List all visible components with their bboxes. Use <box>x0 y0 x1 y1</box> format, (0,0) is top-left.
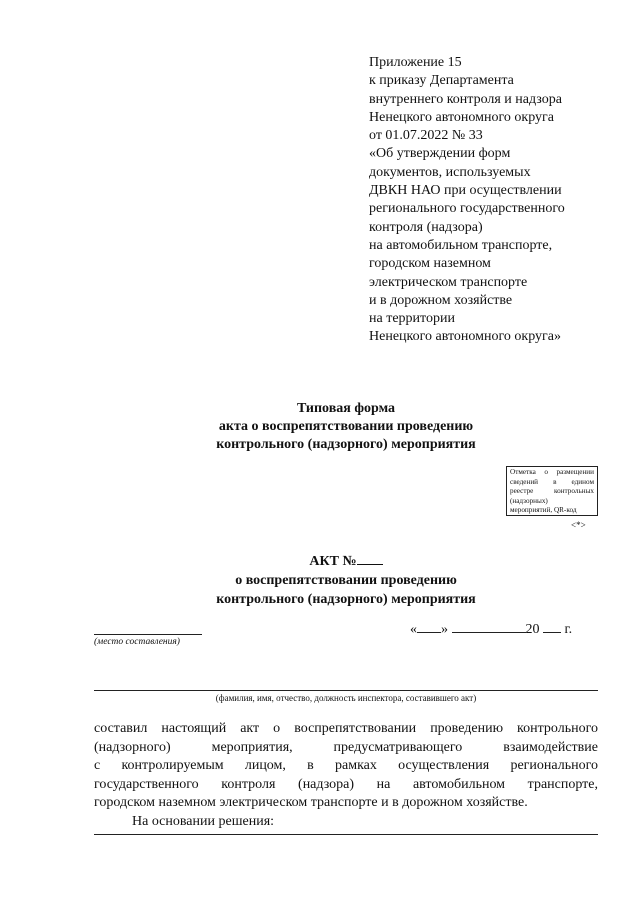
date-field <box>410 620 572 638</box>
appendix-line: электрическом транспорте <box>369 274 528 290</box>
form-title <box>90 400 602 454</box>
act-number-heading <box>90 551 602 571</box>
stamp-line: мероприятий, QR-код <box>510 506 577 515</box>
inspector-field[interactable] <box>94 690 598 691</box>
stamp-line: (надзорных) <box>510 496 548 505</box>
appendix-line: городском наземном <box>369 256 491 272</box>
act-body <box>94 720 598 831</box>
form-title-line: акта о воспрепятствовании проведению <box>218 419 474 434</box>
form-title-line: Типовая форма <box>296 401 396 416</box>
body-line: с контролируемым лицом, в рамках осуществления регионального <box>94 758 598 773</box>
basis-line: На основании решения: <box>132 813 275 829</box>
act-title-line: контрольного (надзорного) мероприятия <box>216 592 476 607</box>
appendix-line: «Об утверждении форм <box>369 146 511 162</box>
stamp-line: реестре контрольных <box>510 487 594 496</box>
appendix-line: ДВКН НАО при осуществлении <box>369 183 562 199</box>
place-field[interactable] <box>94 634 202 635</box>
act-title <box>90 551 602 609</box>
act-number-label: АКТ № <box>309 554 357 569</box>
year-blank[interactable] <box>543 620 561 633</box>
place-caption: (место составления) <box>94 637 180 647</box>
appendix-line: регионального государственного <box>369 201 565 217</box>
appendix-line: на территории <box>369 311 455 327</box>
appendix-header <box>369 54 619 347</box>
act-title-line: о воспрепятствовании проведению <box>235 573 457 588</box>
footnote-mark: <*> <box>571 520 586 530</box>
day-blank[interactable] <box>417 620 441 633</box>
appendix-line: Ненецкого автономного округа» <box>369 329 561 345</box>
body-line: государственного контроля (надзора) на автомобильном транспорте, <box>94 776 598 792</box>
body-line: городском наземном электрическом транспорте и в дорожном хозяйстве. <box>94 795 528 810</box>
appendix-line: к приказу Департамента <box>369 73 514 89</box>
stamp-line: сведений в едином <box>510 477 594 486</box>
body-line: (надзорного) мероприятия, предусматривающего взаимодействие <box>94 739 598 755</box>
appendix-line: внутреннего контроля и надзора <box>369 91 562 107</box>
appendix-line: контроля (надзора) <box>369 219 483 235</box>
form-title-line: контрольного (надзорного) мероприятия <box>216 437 476 452</box>
inspector-caption: (фамилия, имя, отчество, должность инспектора, составившего акт) <box>215 693 477 703</box>
appendix-line: и в дорожном хозяйстве <box>369 292 513 308</box>
date-open-quote: « <box>410 622 417 637</box>
date-close-quote: » <box>441 622 448 637</box>
date-year-suffix: г. <box>564 622 573 637</box>
body-line: составил настоящий акт о воспрепятствовании проведению контрольного <box>94 721 598 736</box>
appendix-line: от 01.07.2022 № 33 <box>369 128 483 144</box>
date-century: 20 <box>525 622 540 637</box>
act-number-blank[interactable] <box>357 551 383 565</box>
appendix-line: на автомобильном транспорте, <box>369 237 553 253</box>
month-blank[interactable] <box>452 620 526 633</box>
decision-field[interactable] <box>94 834 598 835</box>
registry-stamp-box <box>506 466 598 516</box>
appendix-line: Приложение 15 <box>369 55 462 70</box>
stamp-line: Отметка о размещении <box>510 468 594 476</box>
appendix-line: Ненецкого автономного округа <box>369 109 554 125</box>
appendix-line: документов, используемых <box>369 164 531 180</box>
